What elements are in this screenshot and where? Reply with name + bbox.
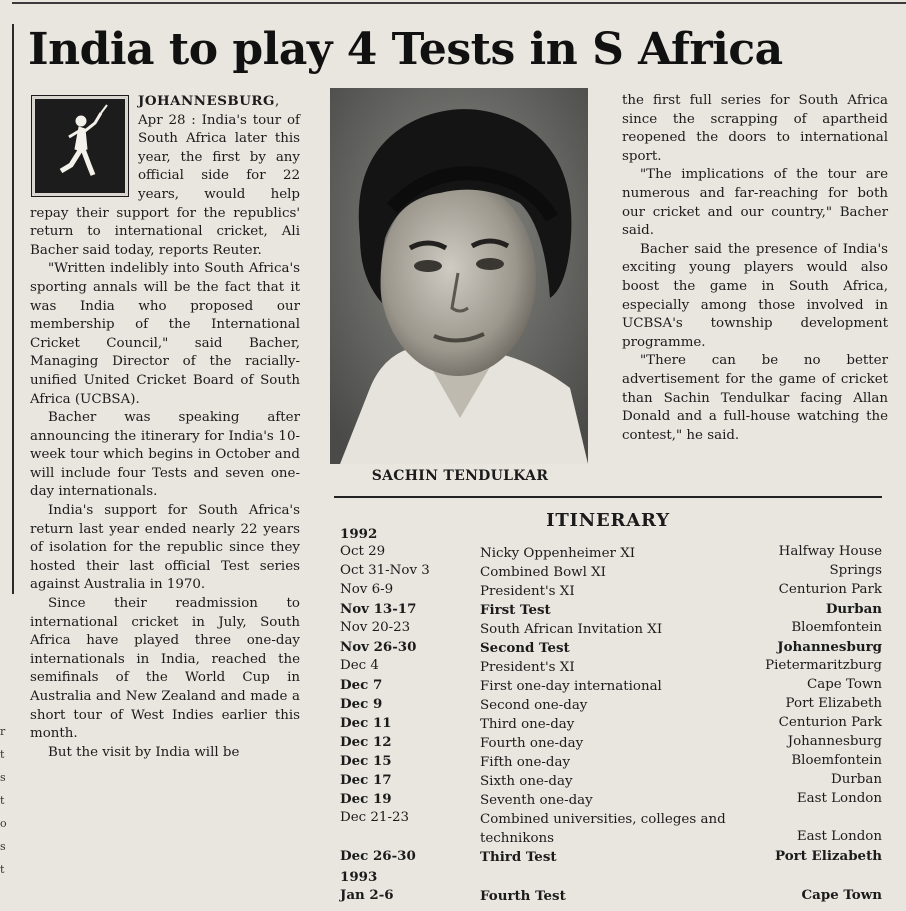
itinerary-date: Jan 2-6	[340, 887, 394, 903]
itinerary-date: Dec 7	[340, 677, 383, 693]
itinerary-match: First one-day international	[480, 679, 662, 694]
itinerary-venue: Bloemfontein	[791, 620, 882, 635]
top-rule	[12, 2, 906, 4]
article-paragraph: India's support for South Africa's return last year ended nearly 22 years of isolation for the republic since they hosted their last official Test series against Australia in 1970.	[30, 503, 300, 593]
itinerary-date: Nov 26-30	[340, 639, 417, 655]
itinerary-match: Fourth one-day	[480, 736, 584, 751]
itinerary-title: ITINERARY	[546, 510, 670, 531]
itinerary-venue: Centurion Park	[778, 582, 882, 597]
itinerary-match: Fourth Test	[480, 888, 566, 904]
itinerary-match: Third one-day	[480, 717, 575, 732]
itinerary-venue: Johannesburg	[777, 639, 882, 655]
article-paragraph: Bacher said the presence of India's exciting young players would also boost the game in South Africa, especially among those involved in UCBSA's township development programme.	[622, 241, 888, 350]
itinerary-row	[340, 658, 882, 677]
cricket-logo-icon	[32, 96, 128, 196]
itinerary-row	[340, 734, 882, 753]
player-photo	[330, 88, 588, 464]
itinerary-match: South African Invitation XI	[480, 622, 663, 637]
itinerary-date: Nov 20-23	[340, 620, 411, 635]
itinerary-venue: Durban	[831, 772, 882, 787]
itinerary-year: 1992	[340, 526, 378, 542]
itinerary-date: Oct 29	[340, 544, 386, 559]
itinerary-date: Dec 12	[340, 734, 392, 750]
itinerary-date: Dec 21-23	[340, 810, 410, 825]
itinerary-venue: Durban	[825, 601, 882, 617]
article-column-left	[30, 92, 300, 762]
itinerary-venue: Port Elizabeth	[785, 696, 882, 711]
itinerary-row	[340, 582, 882, 601]
itinerary-row	[340, 887, 882, 906]
itinerary-venue: Pietermaritzburg	[765, 658, 882, 673]
left-margin-fragment: r t s t o s t	[0, 725, 7, 876]
itinerary-match: Sixth one-day	[480, 774, 573, 789]
itinerary-date: Nov 6-9	[340, 582, 394, 597]
itinerary-match: Nicky Oppenheimer XI	[480, 546, 636, 561]
itinerary-match: First Test	[480, 602, 551, 618]
itinerary-match: President's XI	[480, 584, 575, 599]
itinerary-row	[340, 848, 882, 867]
itinerary-match: Combined Bowl XI	[480, 565, 606, 580]
itinerary-date: Dec 15	[340, 753, 392, 769]
itinerary-venue: Cape Town	[806, 677, 882, 692]
article-paragraph: "There can be no better advertisement for the game of cricket than Sachin Tendulkar facing Allan Donald and a full-house watching the contest," he said.	[622, 353, 888, 443]
headline: India to play 4 Tests in S Africa	[28, 24, 783, 75]
itinerary-row	[340, 696, 882, 715]
itinerary-match: Second Test	[480, 640, 570, 656]
itinerary-row	[340, 715, 882, 734]
article-paragraph: the first full series for South Africa since the scrapping of apartheid reopened the doors to international sport.	[622, 93, 888, 164]
itinerary-date: Dec 4	[340, 658, 379, 673]
itinerary-venue: Port Elizabeth	[774, 848, 882, 864]
itinerary-venue: Bloemfontein	[791, 753, 882, 768]
itinerary-rule	[334, 496, 882, 498]
itinerary-row	[340, 772, 882, 791]
column-rule	[12, 24, 14, 594]
itinerary-row	[340, 753, 882, 772]
itinerary-row	[340, 563, 882, 582]
article-lead: JOHANNESBURG, Apr 28 : India's tour of South Africa later this year, the first by any official side for 22 years, would help repay their support for the republics' return to international cricket, Ali Bacher said today, reports Reuter.	[30, 93, 300, 258]
itinerary-row	[340, 639, 882, 658]
itinerary-date: Dec 9	[340, 696, 383, 712]
itinerary-venue: East London	[796, 829, 882, 844]
itinerary-row	[340, 620, 882, 639]
itinerary-venue: Springs	[829, 563, 882, 578]
itinerary-venue: Cape Town	[801, 887, 882, 903]
itinerary-match: Fifth one-day	[480, 755, 571, 770]
itinerary-year: 1993	[340, 869, 378, 885]
itinerary-match: Seventh one-day	[480, 793, 593, 808]
itinerary-date: Oct 31-Nov 3	[340, 563, 430, 578]
itinerary-row	[340, 791, 882, 810]
itinerary-date: Dec 19	[340, 791, 392, 807]
itinerary-venue: Centurion Park	[778, 715, 882, 730]
itinerary-row	[340, 601, 882, 620]
itinerary-row	[340, 677, 882, 696]
itinerary-venue: Halfway House	[778, 544, 882, 559]
itinerary-row	[340, 544, 882, 563]
itinerary-date: Nov 13-17	[340, 601, 417, 617]
article-paragraph: Since their readmission to international cricket in July, South Africa have played three one-day internationals in India, reached the semifinals of the World Cup in Australia and New Zealand and made a short tour of West Indies earlier this month.	[30, 596, 300, 742]
itinerary-date: Dec 11	[340, 715, 392, 731]
article-paragraph: But the visit by India will be	[48, 744, 240, 760]
article-paragraph: "Written indelibly into South Africa's sporting annals will be the fact that it was India who proposed our membership of the International Cricket Council," said Bacher, Managing Director of the racially-unified United Cricket Board of South Africa (UCBSA).	[30, 261, 300, 407]
itinerary-match: Third Test	[480, 849, 557, 865]
article-column-right	[622, 92, 888, 445]
itinerary-match: President's XI	[480, 660, 575, 675]
itinerary-date: Dec 17	[340, 772, 392, 788]
article-paragraph: Bacher was speaking after announcing the itinerary for India's 10-week tour which begins in October and will include four Tests and seven one-day internationals.	[30, 410, 300, 500]
dateline: JOHANNESBURG	[138, 93, 275, 109]
itinerary-date: Dec 26-30	[340, 848, 416, 864]
itinerary-match: Combined universities, colleges and technikons	[480, 812, 726, 846]
itinerary-match: Second one-day	[480, 698, 588, 713]
itinerary-table	[340, 524, 882, 906]
itinerary-row	[340, 810, 882, 848]
photo-caption: SACHIN TENDULKAR	[371, 468, 549, 484]
article-paragraph: "The implications of the tour are numerous and far-reaching for both our cricket and our country," Bacher said.	[622, 167, 888, 239]
itinerary-venue: East London	[796, 791, 882, 806]
itinerary-venue: Johannesburg	[787, 734, 882, 749]
